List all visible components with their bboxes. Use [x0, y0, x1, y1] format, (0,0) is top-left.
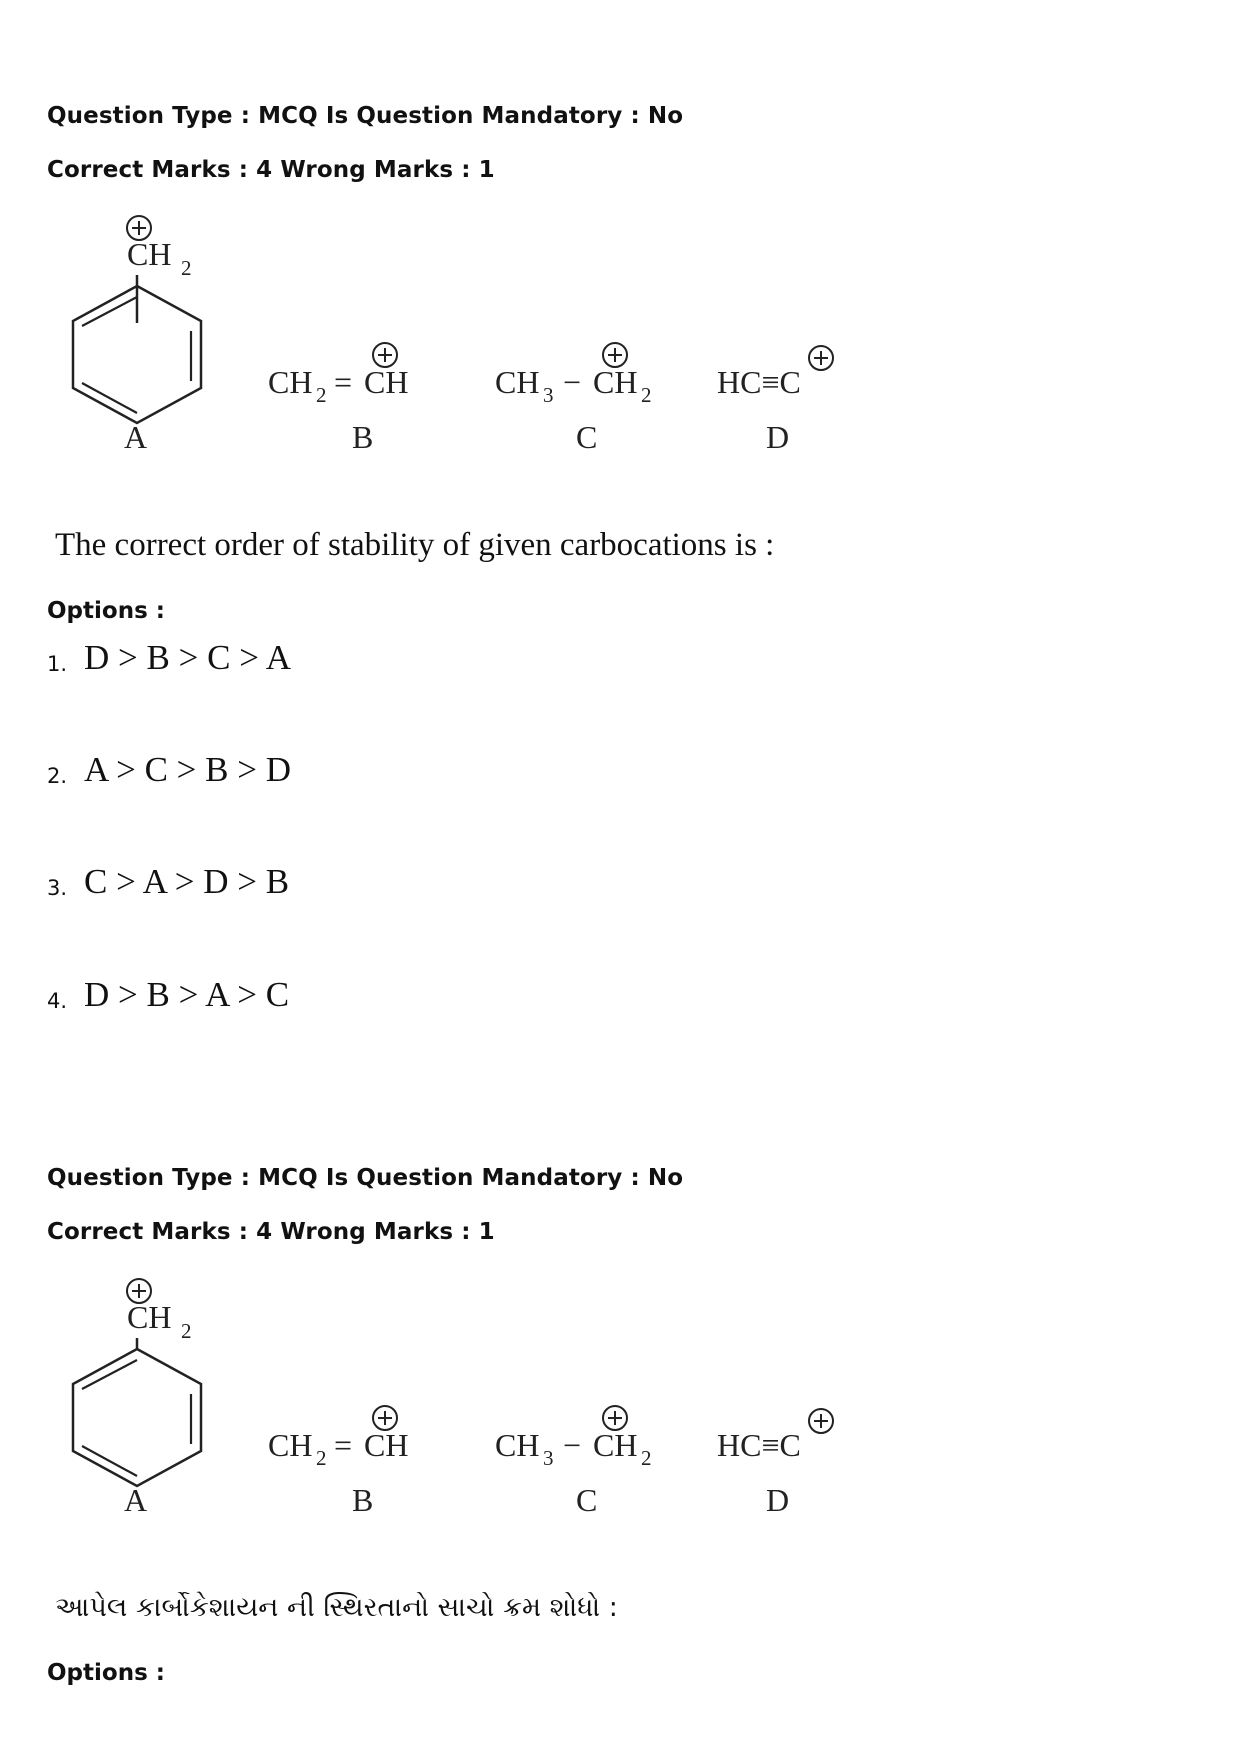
svg-text:=: =: [334, 1427, 353, 1463]
structure-d-label: D: [766, 1482, 790, 1518]
svg-text:−: −: [563, 364, 582, 400]
svg-text:3: 3: [543, 383, 554, 407]
carbocation-figure: [60, 205, 860, 455]
option-number: 3.: [47, 876, 68, 900]
svg-text:2: 2: [641, 1446, 652, 1470]
structure-c: [495, 343, 652, 455]
carbocation-structures: [60, 205, 860, 455]
svg-text:=: =: [334, 364, 353, 400]
structure-d: [717, 1409, 833, 1518]
svg-text:HC≡C: HC≡C: [717, 364, 801, 400]
structure-a-sub: 2: [181, 256, 192, 280]
question-type-header: Question Type : MCQ Is Question Mandatory : No: [47, 103, 684, 129]
svg-text:CH: CH: [127, 1299, 172, 1335]
structure-a-formula: CH: [127, 236, 172, 272]
marks-line: Correct Marks : 4 Wrong Marks : 1: [47, 157, 495, 183]
structure-d-label: D: [766, 419, 790, 455]
option-number: 4.: [47, 989, 68, 1013]
svg-text:CH: CH: [495, 364, 540, 400]
carbocation-structures: [60, 1268, 860, 1518]
svg-text:−: −: [563, 1427, 582, 1463]
structure-b-label: B: [352, 419, 374, 455]
structure-b: [268, 1406, 408, 1518]
svg-text:HC≡C: HC≡C: [717, 1427, 801, 1463]
structure-c-label: C: [576, 1482, 598, 1518]
structure-a: [73, 216, 201, 455]
svg-text:CH: CH: [364, 1427, 409, 1463]
svg-text:CH: CH: [495, 1427, 540, 1463]
options-label: Options :: [47, 1660, 165, 1686]
svg-text:CH: CH: [268, 1427, 313, 1463]
option-text: D > B > C > A: [84, 638, 292, 677]
question-prompt: આપેલ કાર્બોકેશાયન ની સ્થિરતાનો સાચો ક્રમ શોધો :: [55, 1592, 618, 1623]
svg-text:2: 2: [181, 1319, 192, 1343]
option-text: D > B > A > C: [84, 975, 290, 1014]
question-type-header: Question Type : MCQ Is Question Mandatory : No: [47, 1165, 684, 1191]
structure-b-label: B: [352, 1482, 374, 1518]
svg-text:CH: CH: [364, 364, 409, 400]
svg-text:CH: CH: [593, 364, 638, 400]
carbocation-figure: [60, 1268, 860, 1518]
svg-text:CH: CH: [268, 364, 313, 400]
option-text: A > C > B > D: [84, 750, 292, 789]
option-number: 2.: [47, 764, 68, 788]
svg-text:CH: CH: [593, 1427, 638, 1463]
option-text: C > A > D > B: [84, 862, 290, 901]
structure-a: [73, 1279, 201, 1518]
structure-d: [717, 346, 833, 455]
question-prompt: The correct order of stability of given carbocations is :: [55, 527, 775, 563]
structure-a-label: A: [124, 419, 148, 455]
marks-line: Correct Marks : 4 Wrong Marks : 1: [47, 1219, 495, 1245]
svg-text:2: 2: [316, 383, 327, 407]
structure-b: [268, 343, 408, 455]
option-number: 1.: [47, 652, 68, 676]
svg-text:3: 3: [543, 1446, 554, 1470]
structure-c-label: C: [576, 419, 598, 455]
svg-text:2: 2: [316, 1446, 327, 1470]
benzene-ring: [73, 1349, 201, 1486]
structure-c: [495, 1406, 652, 1518]
svg-text:2: 2: [641, 383, 652, 407]
options-label: Options :: [47, 598, 165, 624]
structure-a-label: A: [124, 1482, 148, 1518]
